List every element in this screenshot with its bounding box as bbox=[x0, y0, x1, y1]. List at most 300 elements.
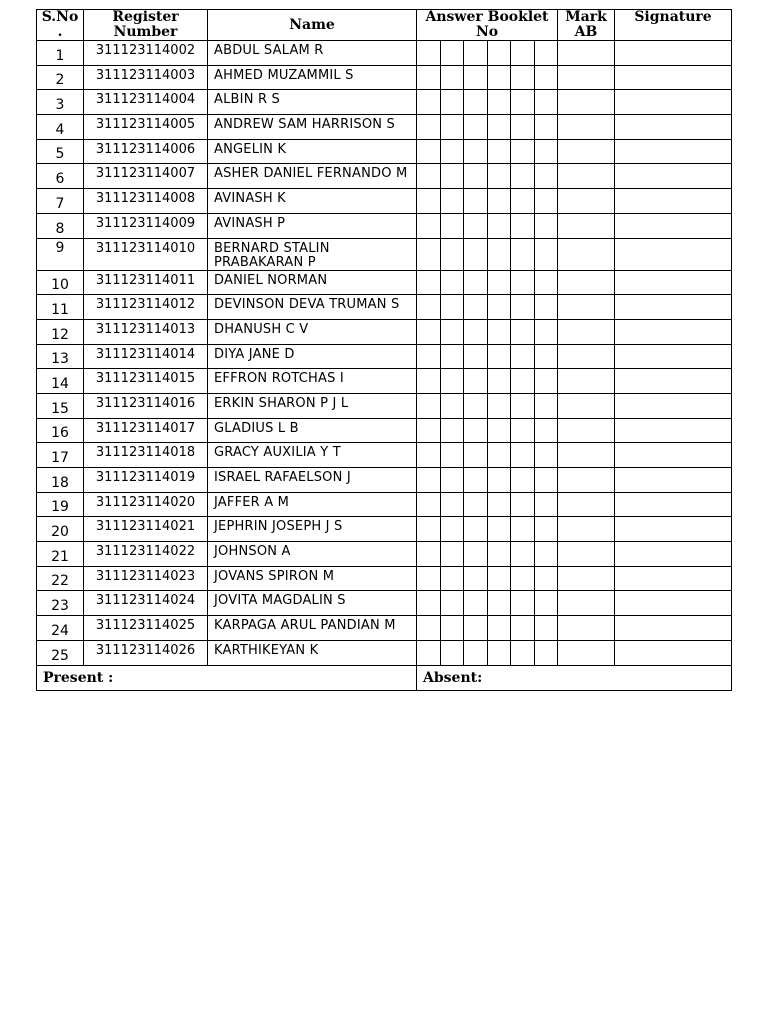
answer-booklet-digit-cell[interactable] bbox=[464, 418, 488, 443]
answer-booklet-digit-cell[interactable] bbox=[534, 492, 558, 517]
answer-booklet-digit-cell[interactable] bbox=[440, 65, 464, 90]
mark-ab-cell[interactable] bbox=[558, 295, 615, 320]
mark-ab-cell[interactable] bbox=[558, 492, 615, 517]
answer-booklet-digit-cell[interactable] bbox=[534, 115, 558, 140]
answer-booklet-digit-cell[interactable] bbox=[417, 492, 441, 517]
signature-cell[interactable] bbox=[615, 517, 732, 542]
answer-booklet-digit-cell[interactable] bbox=[440, 115, 464, 140]
student-name-cell: DHANUSH C V bbox=[208, 319, 417, 344]
sno-cell: 16 bbox=[37, 418, 84, 443]
register-number-cell: 311123114012 bbox=[84, 295, 208, 320]
answer-booklet-digit-cell[interactable] bbox=[487, 319, 511, 344]
signature-cell[interactable] bbox=[615, 492, 732, 517]
register-number-cell: 311123114004 bbox=[84, 90, 208, 115]
answer-booklet-digit-cell[interactable] bbox=[417, 90, 441, 115]
answer-booklet-digit-cell[interactable] bbox=[417, 443, 441, 468]
student-name-cell: DEVINSON DEVA TRUMAN S bbox=[208, 295, 417, 320]
answer-booklet-digit-cell[interactable] bbox=[511, 319, 535, 344]
answer-booklet-digit-cell[interactable] bbox=[417, 468, 441, 493]
answer-booklet-digit-cell[interactable] bbox=[487, 139, 511, 164]
sno-cell: 3 bbox=[37, 90, 84, 115]
register-number-cell: 311123114008 bbox=[84, 189, 208, 214]
mark-ab-cell[interactable] bbox=[558, 319, 615, 344]
signature-cell[interactable] bbox=[615, 41, 732, 66]
mark-ab-cell[interactable] bbox=[558, 344, 615, 369]
answer-booklet-digit-cell[interactable] bbox=[534, 393, 558, 418]
sno-cell: 20 bbox=[37, 517, 84, 542]
sno-cell: 25 bbox=[37, 640, 84, 665]
table-row bbox=[37, 115, 732, 140]
table-row bbox=[37, 295, 732, 320]
answer-booklet-digit-cell[interactable] bbox=[464, 517, 488, 542]
sno-cell: 5 bbox=[37, 139, 84, 164]
student-name-cell: BERNARD STALIN PRABAKARAN P bbox=[208, 238, 417, 270]
answer-booklet-digit-cell[interactable] bbox=[440, 616, 464, 641]
answer-booklet-digit-cell[interactable] bbox=[464, 591, 488, 616]
answer-booklet-digit-cell[interactable] bbox=[534, 616, 558, 641]
student-name-cell: JOHNSON A bbox=[208, 542, 417, 567]
student-name-cell: AVINASH P bbox=[208, 213, 417, 238]
answer-booklet-digit-cell[interactable] bbox=[464, 295, 488, 320]
table-row bbox=[37, 41, 732, 66]
table-row bbox=[37, 591, 732, 616]
student-name-cell: ALBIN R S bbox=[208, 90, 417, 115]
answer-booklet-digit-cell[interactable] bbox=[464, 344, 488, 369]
answer-booklet-digit-cell[interactable] bbox=[464, 492, 488, 517]
answer-booklet-header: Answer Booklet No bbox=[417, 10, 558, 41]
student-name-cell: DANIEL NORMAN bbox=[208, 270, 417, 295]
answer-booklet-digit-cell[interactable] bbox=[440, 542, 464, 567]
table-row bbox=[37, 213, 732, 238]
student-name-cell: DIYA JANE D bbox=[208, 344, 417, 369]
signature-cell[interactable] bbox=[615, 443, 732, 468]
attendance-table bbox=[36, 9, 732, 691]
answer-booklet-digit-cell[interactable] bbox=[487, 65, 511, 90]
mark-ab-cell[interactable] bbox=[558, 189, 615, 214]
table-row bbox=[37, 393, 732, 418]
answer-booklet-digit-cell[interactable] bbox=[534, 369, 558, 394]
answer-booklet-digit-cell[interactable] bbox=[511, 616, 535, 641]
answer-booklet-digit-cell[interactable] bbox=[464, 443, 488, 468]
register-number-cell: 311123114009 bbox=[84, 213, 208, 238]
sno-cell: 11 bbox=[37, 295, 84, 320]
signature-cell[interactable] bbox=[615, 344, 732, 369]
answer-booklet-digit-cell[interactable] bbox=[417, 115, 441, 140]
answer-booklet-digit-cell[interactable] bbox=[440, 640, 464, 665]
signature-cell[interactable] bbox=[615, 213, 732, 238]
mark-ab-cell[interactable] bbox=[558, 393, 615, 418]
answer-booklet-digit-cell[interactable] bbox=[534, 189, 558, 214]
answer-booklet-digit-cell[interactable] bbox=[511, 139, 535, 164]
absent-label: Absent: bbox=[417, 665, 732, 690]
student-name-cell: JOVITA MAGDALIN S bbox=[208, 591, 417, 616]
student-name-cell: KARTHIKEYAN K bbox=[208, 640, 417, 665]
register-number-cell: 311123114018 bbox=[84, 443, 208, 468]
answer-booklet-digit-cell[interactable] bbox=[534, 542, 558, 567]
student-name-cell: EFFRON ROTCHAS I bbox=[208, 369, 417, 394]
mark-ab-cell[interactable] bbox=[558, 41, 615, 66]
signature-cell[interactable] bbox=[615, 90, 732, 115]
answer-booklet-digit-cell[interactable] bbox=[534, 640, 558, 665]
answer-booklet-digit-cell[interactable] bbox=[440, 270, 464, 295]
mark-ab-cell[interactable] bbox=[558, 542, 615, 567]
table-row bbox=[37, 566, 732, 591]
answer-booklet-digit-cell[interactable] bbox=[440, 468, 464, 493]
summary-row bbox=[37, 665, 732, 690]
answer-booklet-digit-cell[interactable] bbox=[417, 566, 441, 591]
student-name-cell: AHMED MUZAMMIL S bbox=[208, 65, 417, 90]
answer-booklet-digit-cell[interactable] bbox=[440, 369, 464, 394]
answer-booklet-digit-cell[interactable] bbox=[464, 640, 488, 665]
answer-booklet-digit-cell[interactable] bbox=[440, 295, 464, 320]
answer-booklet-digit-cell[interactable] bbox=[511, 41, 535, 66]
answer-booklet-digit-cell[interactable] bbox=[440, 319, 464, 344]
answer-booklet-digit-cell[interactable] bbox=[511, 369, 535, 394]
mark-ab-cell[interactable] bbox=[558, 369, 615, 394]
answer-booklet-digit-cell[interactable] bbox=[417, 270, 441, 295]
mark-ab-cell[interactable] bbox=[558, 591, 615, 616]
signature-cell[interactable] bbox=[615, 591, 732, 616]
register-number-cell: 311123114022 bbox=[84, 542, 208, 567]
answer-booklet-digit-cell[interactable] bbox=[534, 90, 558, 115]
table-row bbox=[37, 616, 732, 641]
sno-cell: 22 bbox=[37, 566, 84, 591]
mark-ab-cell[interactable] bbox=[558, 566, 615, 591]
answer-booklet-digit-cell[interactable] bbox=[440, 164, 464, 189]
answer-booklet-digit-cell[interactable] bbox=[417, 238, 441, 270]
register-number-cell: 311123114019 bbox=[84, 468, 208, 493]
register-number-cell: 311123114002 bbox=[84, 41, 208, 66]
answer-booklet-digit-cell[interactable] bbox=[464, 213, 488, 238]
table-row bbox=[37, 238, 732, 270]
answer-booklet-digit-cell[interactable] bbox=[440, 189, 464, 214]
sno-cell: 1 bbox=[37, 41, 84, 66]
answer-booklet-digit-cell[interactable] bbox=[487, 90, 511, 115]
answer-booklet-digit-cell[interactable] bbox=[464, 65, 488, 90]
register-number-cell: 311123114003 bbox=[84, 65, 208, 90]
answer-booklet-digit-cell[interactable] bbox=[511, 443, 535, 468]
answer-booklet-digit-cell[interactable] bbox=[487, 295, 511, 320]
answer-booklet-digit-cell[interactable] bbox=[487, 189, 511, 214]
signature-cell[interactable] bbox=[615, 468, 732, 493]
mark-ab-cell[interactable] bbox=[558, 616, 615, 641]
answer-booklet-digit-cell[interactable] bbox=[417, 164, 441, 189]
answer-booklet-digit-cell[interactable] bbox=[534, 65, 558, 90]
sno-cell: 24 bbox=[37, 616, 84, 641]
answer-booklet-digit-cell[interactable] bbox=[487, 591, 511, 616]
answer-booklet-digit-cell[interactable] bbox=[511, 270, 535, 295]
answer-booklet-digit-cell[interactable] bbox=[417, 213, 441, 238]
answer-booklet-digit-cell[interactable] bbox=[440, 238, 464, 270]
table-row bbox=[37, 468, 732, 493]
answer-booklet-digit-cell[interactable] bbox=[511, 418, 535, 443]
mark-ab-cell[interactable] bbox=[558, 270, 615, 295]
signature-cell[interactable] bbox=[615, 270, 732, 295]
answer-booklet-digit-cell[interactable] bbox=[417, 591, 441, 616]
answer-booklet-digit-cell[interactable] bbox=[487, 566, 511, 591]
student-name-cell: GRACY AUXILIA Y T bbox=[208, 443, 417, 468]
signature-cell[interactable] bbox=[615, 566, 732, 591]
answer-booklet-digit-cell[interactable] bbox=[534, 139, 558, 164]
answer-booklet-digit-cell[interactable] bbox=[511, 238, 535, 270]
answer-booklet-digit-cell[interactable] bbox=[534, 238, 558, 270]
answer-booklet-digit-cell[interactable] bbox=[511, 295, 535, 320]
answer-booklet-digit-cell[interactable] bbox=[487, 468, 511, 493]
student-name-cell: ANGELIN K bbox=[208, 139, 417, 164]
answer-booklet-digit-cell[interactable] bbox=[417, 65, 441, 90]
answer-booklet-digit-cell[interactable] bbox=[417, 295, 441, 320]
answer-booklet-digit-cell[interactable] bbox=[417, 640, 441, 665]
answer-booklet-digit-cell[interactable] bbox=[417, 418, 441, 443]
answer-booklet-digit-cell[interactable] bbox=[511, 164, 535, 189]
mark-ab-cell[interactable] bbox=[558, 517, 615, 542]
mark-ab-cell[interactable] bbox=[558, 65, 615, 90]
mark-ab-cell[interactable] bbox=[558, 238, 615, 270]
signature-cell[interactable] bbox=[615, 189, 732, 214]
answer-booklet-digit-cell[interactable] bbox=[440, 41, 464, 66]
signature-cell[interactable] bbox=[615, 542, 732, 567]
student-name-cell: JOVANS SPIRON M bbox=[208, 566, 417, 591]
sno-cell: 10 bbox=[37, 270, 84, 295]
answer-booklet-digit-cell[interactable] bbox=[487, 238, 511, 270]
answer-booklet-digit-cell[interactable] bbox=[487, 213, 511, 238]
answer-booklet-digit-cell[interactable] bbox=[440, 517, 464, 542]
answer-booklet-digit-cell[interactable] bbox=[440, 139, 464, 164]
signature-cell[interactable] bbox=[615, 369, 732, 394]
register-number-cell: 311123114011 bbox=[84, 270, 208, 295]
answer-booklet-digit-cell[interactable] bbox=[464, 189, 488, 214]
student-name-cell: GLADIUS L B bbox=[208, 418, 417, 443]
register-number-cell: 311123114021 bbox=[84, 517, 208, 542]
answer-booklet-digit-cell[interactable] bbox=[487, 640, 511, 665]
answer-booklet-digit-cell[interactable] bbox=[534, 443, 558, 468]
answer-booklet-digit-cell[interactable] bbox=[440, 418, 464, 443]
table-row bbox=[37, 90, 732, 115]
register-number-cell: 311123114005 bbox=[84, 115, 208, 140]
register-number-cell: 311123114017 bbox=[84, 418, 208, 443]
signature-cell[interactable] bbox=[615, 139, 732, 164]
sno-cell: 4 bbox=[37, 115, 84, 140]
mark-ab-cell[interactable] bbox=[558, 164, 615, 189]
table-row bbox=[37, 418, 732, 443]
answer-booklet-digit-cell[interactable] bbox=[487, 270, 511, 295]
answer-booklet-digit-cell[interactable] bbox=[534, 591, 558, 616]
answer-booklet-digit-cell[interactable] bbox=[464, 270, 488, 295]
student-name-cell: ERKIN SHARON P J L bbox=[208, 393, 417, 418]
answer-booklet-digit-cell[interactable] bbox=[464, 566, 488, 591]
register-number-cell: 311123114006 bbox=[84, 139, 208, 164]
signature-cell[interactable] bbox=[615, 319, 732, 344]
mark-ab-cell[interactable] bbox=[558, 640, 615, 665]
table-row bbox=[37, 542, 732, 567]
signature-cell[interactable] bbox=[615, 65, 732, 90]
answer-booklet-digit-cell[interactable] bbox=[487, 492, 511, 517]
answer-booklet-digit-cell[interactable] bbox=[464, 542, 488, 567]
sno-cell: 2 bbox=[37, 65, 84, 90]
answer-booklet-digit-cell[interactable] bbox=[511, 344, 535, 369]
answer-booklet-digit-cell[interactable] bbox=[511, 115, 535, 140]
register-number-cell: 311123114010 bbox=[84, 238, 208, 270]
answer-booklet-digit-cell[interactable] bbox=[440, 591, 464, 616]
answer-booklet-digit-cell[interactable] bbox=[417, 616, 441, 641]
mark-ab-cell[interactable] bbox=[558, 139, 615, 164]
table-row bbox=[37, 517, 732, 542]
student-name-cell: ABDUL SALAM R bbox=[208, 41, 417, 66]
mark-ab-cell[interactable] bbox=[558, 468, 615, 493]
answer-booklet-digit-cell[interactable] bbox=[511, 189, 535, 214]
answer-booklet-digit-cell[interactable] bbox=[487, 517, 511, 542]
signature-cell[interactable] bbox=[615, 295, 732, 320]
answer-booklet-digit-cell[interactable] bbox=[511, 517, 535, 542]
present-label: Present : bbox=[37, 665, 417, 690]
register-number-cell: 311123114025 bbox=[84, 616, 208, 641]
sno-cell: 18 bbox=[37, 468, 84, 493]
register-number-header: Register Number bbox=[84, 10, 208, 41]
answer-booklet-digit-cell[interactable] bbox=[440, 443, 464, 468]
student-name-cell: ANDREW SAM HARRISON S bbox=[208, 115, 417, 140]
answer-booklet-digit-cell[interactable] bbox=[534, 213, 558, 238]
answer-booklet-digit-cell[interactable] bbox=[534, 566, 558, 591]
signature-cell[interactable] bbox=[615, 640, 732, 665]
student-name-cell: AVINASH K bbox=[208, 189, 417, 214]
sno-cell: 17 bbox=[37, 443, 84, 468]
answer-booklet-digit-cell[interactable] bbox=[511, 591, 535, 616]
answer-booklet-digit-cell[interactable] bbox=[511, 492, 535, 517]
answer-booklet-digit-cell[interactable] bbox=[464, 369, 488, 394]
table-row bbox=[37, 270, 732, 295]
answer-booklet-digit-cell[interactable] bbox=[440, 393, 464, 418]
signature-cell[interactable] bbox=[615, 393, 732, 418]
answer-booklet-digit-cell[interactable] bbox=[440, 566, 464, 591]
answer-booklet-digit-cell[interactable] bbox=[417, 319, 441, 344]
sno-cell: 9 bbox=[37, 238, 84, 270]
answer-booklet-digit-cell[interactable] bbox=[534, 344, 558, 369]
answer-booklet-digit-cell[interactable] bbox=[417, 344, 441, 369]
answer-booklet-digit-cell[interactable] bbox=[534, 270, 558, 295]
answer-booklet-digit-cell[interactable] bbox=[511, 393, 535, 418]
answer-booklet-digit-cell[interactable] bbox=[464, 319, 488, 344]
table-header-row bbox=[37, 10, 732, 41]
register-number-cell: 311123114024 bbox=[84, 591, 208, 616]
sno-cell: 7 bbox=[37, 189, 84, 214]
answer-booklet-digit-cell[interactable] bbox=[440, 90, 464, 115]
answer-booklet-digit-cell[interactable] bbox=[487, 616, 511, 641]
answer-booklet-digit-cell[interactable] bbox=[417, 41, 441, 66]
answer-booklet-digit-cell[interactable] bbox=[464, 616, 488, 641]
answer-booklet-digit-cell[interactable] bbox=[440, 213, 464, 238]
answer-booklet-digit-cell[interactable] bbox=[511, 90, 535, 115]
answer-booklet-digit-cell[interactable] bbox=[534, 41, 558, 66]
table-row bbox=[37, 189, 732, 214]
signature-cell[interactable] bbox=[615, 115, 732, 140]
mark-ab-cell[interactable] bbox=[558, 443, 615, 468]
register-number-cell: 311123114014 bbox=[84, 344, 208, 369]
answer-booklet-digit-cell[interactable] bbox=[511, 213, 535, 238]
mark-ab-cell[interactable] bbox=[558, 418, 615, 443]
student-name-cell: ASHER DANIEL FERNANDO M bbox=[208, 164, 417, 189]
answer-booklet-digit-cell[interactable] bbox=[534, 295, 558, 320]
answer-booklet-digit-cell[interactable] bbox=[417, 189, 441, 214]
answer-booklet-digit-cell[interactable] bbox=[464, 41, 488, 66]
answer-booklet-digit-cell[interactable] bbox=[464, 393, 488, 418]
sno-cell: 21 bbox=[37, 542, 84, 567]
mark-ab-cell[interactable] bbox=[558, 90, 615, 115]
answer-booklet-digit-cell[interactable] bbox=[464, 139, 488, 164]
table-row bbox=[37, 443, 732, 468]
answer-booklet-digit-cell[interactable] bbox=[464, 468, 488, 493]
answer-booklet-digit-cell[interactable] bbox=[534, 319, 558, 344]
student-name-cell: KARPAGA ARUL PANDIAN M bbox=[208, 616, 417, 641]
table-row bbox=[37, 164, 732, 189]
register-number-cell: 311123114023 bbox=[84, 566, 208, 591]
student-name-cell: ISRAEL RAFAELSON J bbox=[208, 468, 417, 493]
answer-booklet-digit-cell[interactable] bbox=[534, 418, 558, 443]
mark-ab-cell[interactable] bbox=[558, 213, 615, 238]
answer-booklet-digit-cell[interactable] bbox=[464, 238, 488, 270]
answer-booklet-digit-cell[interactable] bbox=[440, 492, 464, 517]
table-row bbox=[37, 319, 732, 344]
register-number-cell: 311123114015 bbox=[84, 369, 208, 394]
signature-cell[interactable] bbox=[615, 238, 732, 270]
answer-booklet-digit-cell[interactable] bbox=[487, 369, 511, 394]
sno-cell: 12 bbox=[37, 319, 84, 344]
answer-booklet-digit-cell[interactable] bbox=[487, 41, 511, 66]
answer-booklet-digit-cell[interactable] bbox=[511, 542, 535, 567]
answer-booklet-digit-cell[interactable] bbox=[464, 115, 488, 140]
sno-cell: 19 bbox=[37, 492, 84, 517]
answer-booklet-digit-cell[interactable] bbox=[487, 393, 511, 418]
answer-booklet-digit-cell[interactable] bbox=[511, 640, 535, 665]
answer-booklet-digit-cell[interactable] bbox=[487, 164, 511, 189]
answer-booklet-digit-cell[interactable] bbox=[534, 468, 558, 493]
table-row bbox=[37, 369, 732, 394]
signature-cell[interactable] bbox=[615, 616, 732, 641]
table-row bbox=[37, 492, 732, 517]
answer-booklet-digit-cell[interactable] bbox=[487, 115, 511, 140]
answer-booklet-digit-cell[interactable] bbox=[464, 164, 488, 189]
answer-booklet-digit-cell[interactable] bbox=[417, 393, 441, 418]
answer-booklet-digit-cell[interactable] bbox=[487, 344, 511, 369]
student-rows bbox=[37, 41, 732, 666]
answer-booklet-digit-cell[interactable] bbox=[417, 542, 441, 567]
sno-cell: 14 bbox=[37, 369, 84, 394]
table-row bbox=[37, 139, 732, 164]
answer-booklet-digit-cell[interactable] bbox=[511, 65, 535, 90]
signature-header: Signature bbox=[615, 10, 732, 41]
answer-booklet-digit-cell[interactable] bbox=[417, 139, 441, 164]
answer-booklet-digit-cell[interactable] bbox=[511, 468, 535, 493]
answer-booklet-digit-cell[interactable] bbox=[464, 90, 488, 115]
mark-ab-cell[interactable] bbox=[558, 115, 615, 140]
answer-booklet-digit-cell[interactable] bbox=[487, 542, 511, 567]
answer-booklet-digit-cell[interactable] bbox=[511, 566, 535, 591]
answer-booklet-digit-cell[interactable] bbox=[487, 418, 511, 443]
student-name-cell: JEPHRIN JOSEPH J S bbox=[208, 517, 417, 542]
register-number-cell: 311123114026 bbox=[84, 640, 208, 665]
answer-booklet-digit-cell[interactable] bbox=[417, 369, 441, 394]
sno-cell: 6 bbox=[37, 164, 84, 189]
table-row bbox=[37, 65, 732, 90]
register-number-cell: 311123114013 bbox=[84, 319, 208, 344]
answer-booklet-digit-cell[interactable] bbox=[417, 517, 441, 542]
answer-booklet-digit-cell[interactable] bbox=[487, 443, 511, 468]
answer-booklet-digit-cell[interactable] bbox=[534, 517, 558, 542]
register-number-cell: 311123114016 bbox=[84, 393, 208, 418]
answer-booklet-digit-cell[interactable] bbox=[534, 164, 558, 189]
signature-cell[interactable] bbox=[615, 418, 732, 443]
signature-cell[interactable] bbox=[615, 164, 732, 189]
answer-booklet-digit-cell[interactable] bbox=[440, 344, 464, 369]
